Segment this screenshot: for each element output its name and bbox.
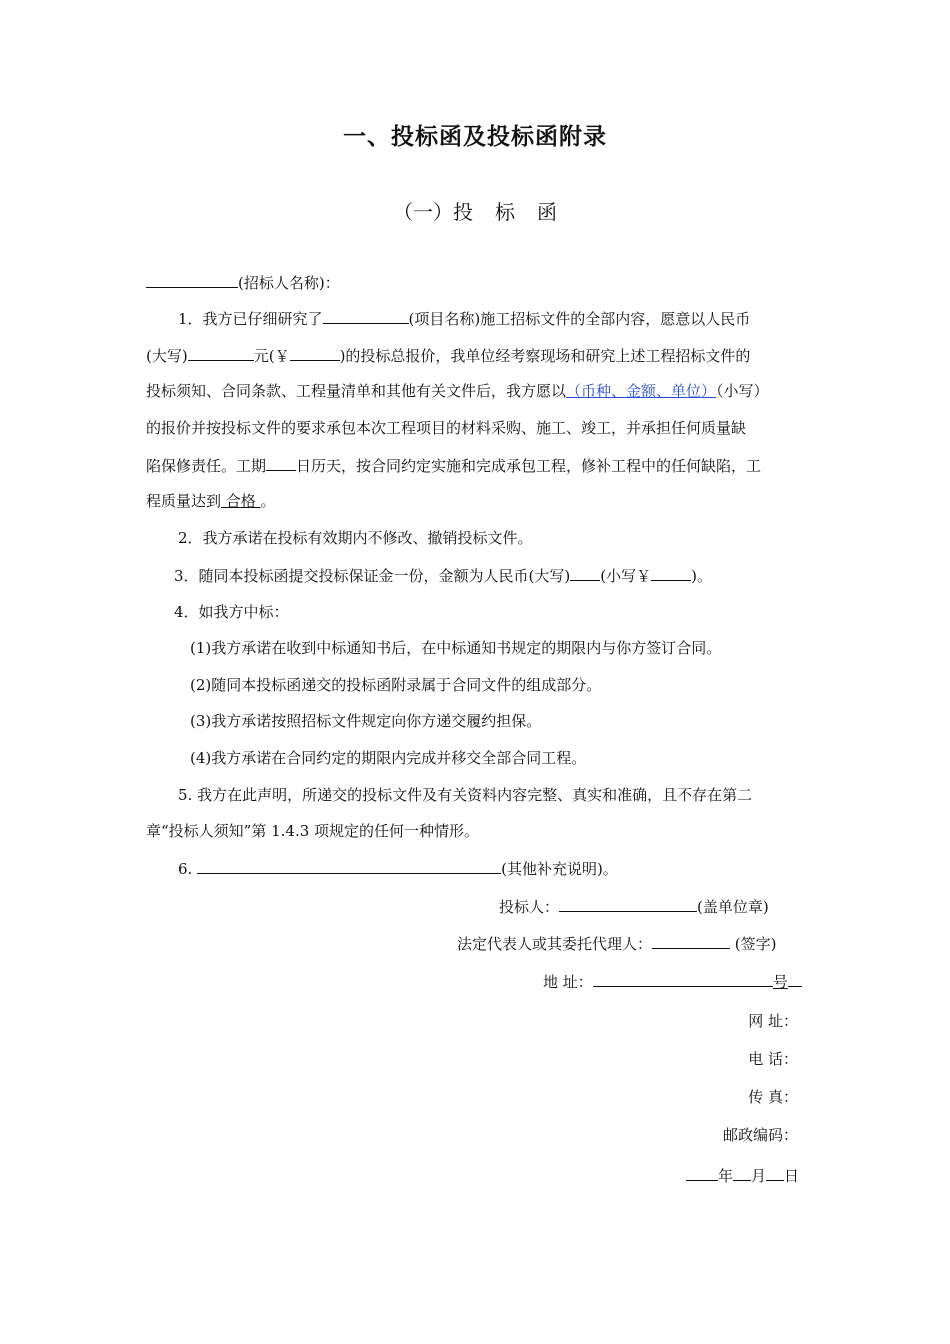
price-figure-blank	[290, 345, 340, 361]
clause-5-line-2: 章“投标人须知”第 1.4.3 项规定的任何一种情形。	[146, 822, 480, 840]
clause-1-text-f: 投标须知、合同条款、工程量清单和其他有关文件后，我方愿以	[146, 382, 567, 400]
clause-6	[178, 858, 618, 879]
clause-3-text-c: )。	[691, 567, 712, 585]
addressee-suffix: (招标人名称)：	[238, 274, 340, 292]
deposit-words-blank	[570, 565, 600, 581]
clause-1-line-6	[146, 491, 276, 511]
clause-1-text-b: (项目名称)施工招标文件的全部内容，愿意以人民币	[408, 310, 751, 328]
address-label: 地 址：	[543, 973, 593, 991]
bidder-seal-blank	[559, 896, 697, 912]
clause-1-text-d: 元(￥	[253, 347, 290, 365]
clause-5-line-1: 5. 我方在此声明，所递交的投标文件及有关资料内容完整、真实和准确，且不存在第二	[178, 786, 753, 804]
month-label: 月	[751, 1167, 767, 1185]
clause-1-line-2	[146, 345, 750, 366]
quality-level-value: 合格	[221, 492, 261, 510]
clause-1-text-g: （小写）	[716, 382, 769, 400]
clause-1-line-5	[146, 455, 761, 476]
phone-line: 电 话：	[748, 1050, 798, 1068]
subtitle-part-2: 标	[495, 200, 515, 224]
address-line	[543, 971, 802, 992]
representative-label: 法定代表人或其委托代理人：	[457, 935, 653, 953]
clause-6-number: 6.	[178, 860, 193, 878]
date-line	[686, 1165, 799, 1186]
clause-2: 2．我方承诺在投标有效期内不修改、撤销投标文件。	[178, 529, 533, 547]
duration-days-blank	[266, 455, 296, 471]
deposit-figure-blank	[651, 565, 691, 581]
address-number-suffix: 号	[772, 973, 788, 991]
day-label: 日	[784, 1167, 800, 1185]
tenderer-name-blank	[146, 272, 238, 288]
representative-line	[457, 933, 777, 954]
clause-1-line-3	[146, 381, 769, 401]
bidder-suffix: (盖单位章)	[697, 898, 769, 916]
bidder-line	[499, 896, 769, 917]
clause-1-text-k: 。	[260, 492, 276, 510]
fax-line: 传 真：	[748, 1088, 798, 1106]
addressee-line	[146, 272, 340, 293]
section-subtitle	[0, 196, 950, 225]
clause-4-item: (4)我方承诺在合同约定的期限内完成并移交全部合同工程。	[190, 749, 587, 767]
address-tail-underline	[788, 971, 802, 987]
clause-3	[174, 565, 712, 586]
subtitle-part-1: （一）投	[393, 200, 473, 224]
clause-1-text-h: 陷保修责任。工期	[146, 457, 267, 475]
other-notes-blank	[197, 858, 501, 874]
month-blank	[733, 1165, 751, 1181]
clause-4-item: (2)随同本投标函递交的投标函附录属于合同文件的组成部分。	[190, 676, 602, 694]
year-blank	[686, 1165, 718, 1181]
clause-1-text-a: 1．我方已仔细研究了	[178, 310, 323, 328]
clause-1-text-i: 日历天，按合同约定实施和完成承包工程，修补工程中的任何缺陷，工	[296, 457, 762, 475]
project-name-blank	[323, 308, 409, 324]
clause-6-suffix: (其他补充说明)。	[501, 860, 618, 878]
day-blank	[766, 1165, 784, 1181]
clause-1-text-e: )的投标总报价，我单位经考察现场和研究上述工程招标文件的	[339, 347, 751, 365]
clause-1-text-c: (大写)	[146, 347, 188, 365]
clause-4-item: (1)我方承诺在收到中标通知书后，在中标通知书规定的期限内与你方签订合同。	[190, 639, 722, 657]
year-label: 年	[718, 1167, 734, 1185]
currency-amount-unit-link[interactable]: （币种、金额、单位）	[566, 382, 717, 400]
clause-3-text-a: 3．随同本投标函提交投标保证金一份，金额为人民币(大写)	[174, 567, 571, 585]
clause-3-text-b: (小写￥	[600, 567, 652, 585]
price-words-blank	[188, 345, 254, 361]
postcode-line: 邮政编码：	[722, 1126, 798, 1144]
clause-1-text-j: 程质量达到	[146, 492, 222, 510]
page-title: 一、投标函及投标函附录	[343, 124, 607, 150]
clause-1-line-4: 的报价并按投标文件的要求承包本次工程项目的材料采购、施工、竣工，并承担任何质量缺	[146, 419, 747, 437]
bidder-label: 投标人：	[499, 898, 560, 916]
representative-suffix: (签字)	[730, 935, 777, 953]
representative-signature-blank	[652, 933, 730, 949]
clause-1-line-1	[178, 308, 750, 329]
address-blank	[593, 971, 773, 987]
clause-4-item: (3)我方承诺按照招标文件规定向你方递交履约担保。	[190, 712, 542, 730]
clause-4-heading: 4．如我方中标：	[174, 603, 289, 621]
subtitle-part-3: 函	[537, 200, 557, 224]
website-line: 网 址：	[748, 1012, 798, 1030]
